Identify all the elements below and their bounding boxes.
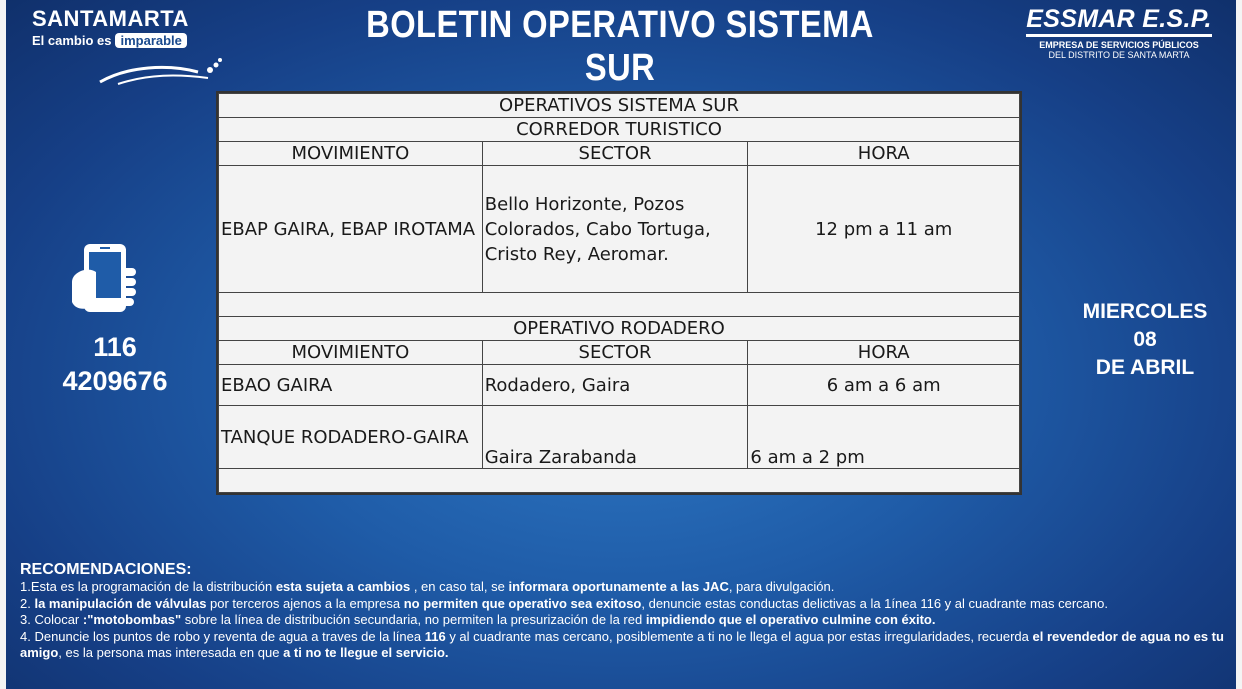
- cell-sector: Bello Horizonte, Pozos Colorados, Cabo Tortuga, Cristo Rey, Aeromar.: [482, 166, 748, 293]
- essmar-logo: [1024, 4, 1214, 60]
- bulletin-date: [1080, 298, 1210, 382]
- rec-text: 2.: [20, 595, 35, 611]
- cell-movimiento: EBAP GAIRA, EBAP IROTAMA: [219, 166, 483, 293]
- table-row: [219, 406, 1020, 469]
- recommendation-2: [20, 596, 1225, 613]
- column-header-hora: HORA: [748, 142, 1020, 166]
- table-row: [219, 166, 1020, 293]
- section-title-corredor: CORREDOR TURISTICO: [219, 118, 1020, 142]
- column-header-movimiento: MOVIMIENTO: [219, 341, 483, 365]
- blank-row: [219, 293, 1020, 317]
- logo-tagline: [32, 33, 232, 48]
- contact-numbers: [50, 330, 180, 398]
- recommendation-1: [20, 579, 1225, 596]
- date-day: 08: [1133, 328, 1157, 351]
- rec-bold: esta sujeta a cambios: [275, 579, 411, 594]
- rec-text: , es la persona mas interesada en que: [58, 645, 284, 661]
- date-month: DE ABRIL: [1095, 356, 1195, 379]
- recommendations-heading: RECOMENDACIONES:: [20, 561, 192, 578]
- table-title: OPERATIVOS SISTEMA SUR: [219, 94, 1020, 118]
- wave-swoosh-icon: [98, 56, 228, 86]
- phone-in-hand-icon: [66, 242, 146, 312]
- rec-bold: :"motobombas": [82, 612, 182, 628]
- rec-text: 4. Denuncie los puntos de robo y reventa de agua a traves de la línea: [20, 628, 425, 644]
- cell-hora: 6 am a 2 pm: [748, 406, 1020, 469]
- column-header-sector: SECTOR: [482, 142, 748, 166]
- rec-bold: informara oportunamente a las JAC: [508, 579, 729, 594]
- cell-movimiento: TANQUE RODADERO-GAIRA: [219, 406, 483, 469]
- essmar-logo-subtitle-1: EMPRESA DE SERVICIOS PÚBLICOS: [1039, 40, 1199, 50]
- recommendation-4: [20, 629, 1225, 662]
- santamarta-logo: [32, 6, 232, 86]
- essmar-logo-name: ESSMAR E.S.P.: [1026, 4, 1211, 37]
- contact-line-2: 4209676: [62, 366, 168, 396]
- rec-text: sobre la línea de distribución secundaria, no permiten la presurización de la red: [181, 612, 646, 628]
- operations-table: [216, 91, 1022, 495]
- cell-sector: Rodadero, Gaira: [482, 365, 748, 406]
- column-header-sector: SECTOR: [482, 341, 748, 365]
- essmar-logo-subtitle-2: DEL DISTRITO DE SANTA MARTA: [1048, 50, 1190, 60]
- cell-movimiento: EBAO GAIRA: [219, 365, 483, 406]
- recommendations: [20, 560, 1225, 662]
- rec-bold: a ti no te llegue el servicio.: [283, 645, 449, 661]
- cell-hora: 6 am a 6 am: [748, 365, 1020, 406]
- section-title-rodadero: OPERATIVO RODADERO: [219, 317, 1020, 341]
- rec-text: 3. Colocar: [20, 612, 83, 628]
- cell-sector: Gaira Zarabanda: [482, 406, 748, 469]
- rec-bold: 116: [424, 628, 446, 644]
- column-header-hora: HORA: [748, 341, 1020, 365]
- contact-line-1: 116: [93, 332, 137, 362]
- rec-bold: el revendedor de agua no es tu amigo: [20, 628, 1224, 661]
- logo-tagline-prefix: El cambio es: [32, 33, 112, 48]
- rec-bold: no permiten que operativo sea exitoso: [403, 595, 642, 611]
- rec-text: por terceros ajenos a la empresa: [206, 595, 404, 611]
- blank-row: [219, 469, 1020, 493]
- column-header-movimiento: MOVIMIENTO: [219, 142, 483, 166]
- rec-bold: impidiendo que el operativo culmine con éxito.: [645, 612, 936, 628]
- rec-text: y al cuadrante mas cercano, posiblemente a ti no le llega el agua por estas irregularidades, recuerda: [445, 628, 1033, 644]
- rec-text: 1.Esta es la programación de la distribución: [20, 579, 276, 594]
- recommendation-3: [20, 612, 1225, 629]
- page-title: BOLETIN OPERATIVO SISTEMA SUR: [366, 4, 874, 89]
- rec-bold: la manipulación de válvulas: [34, 595, 207, 611]
- rec-text: , para divulgación.: [728, 579, 835, 594]
- date-weekday: MIERCOLES: [1082, 300, 1208, 323]
- table-row: [219, 365, 1020, 406]
- cell-hora: 12 pm a 11 am: [748, 166, 1020, 293]
- rec-text: , denuncie estas conductas delictivas a la 1ínea 116 y al cuadrante mas cercano.: [641, 595, 1108, 611]
- logo-brand: SANTAMARTA: [32, 6, 189, 31]
- rec-text: , en caso tal, se: [410, 579, 509, 594]
- logo-tagline-pill: imparable: [115, 33, 186, 48]
